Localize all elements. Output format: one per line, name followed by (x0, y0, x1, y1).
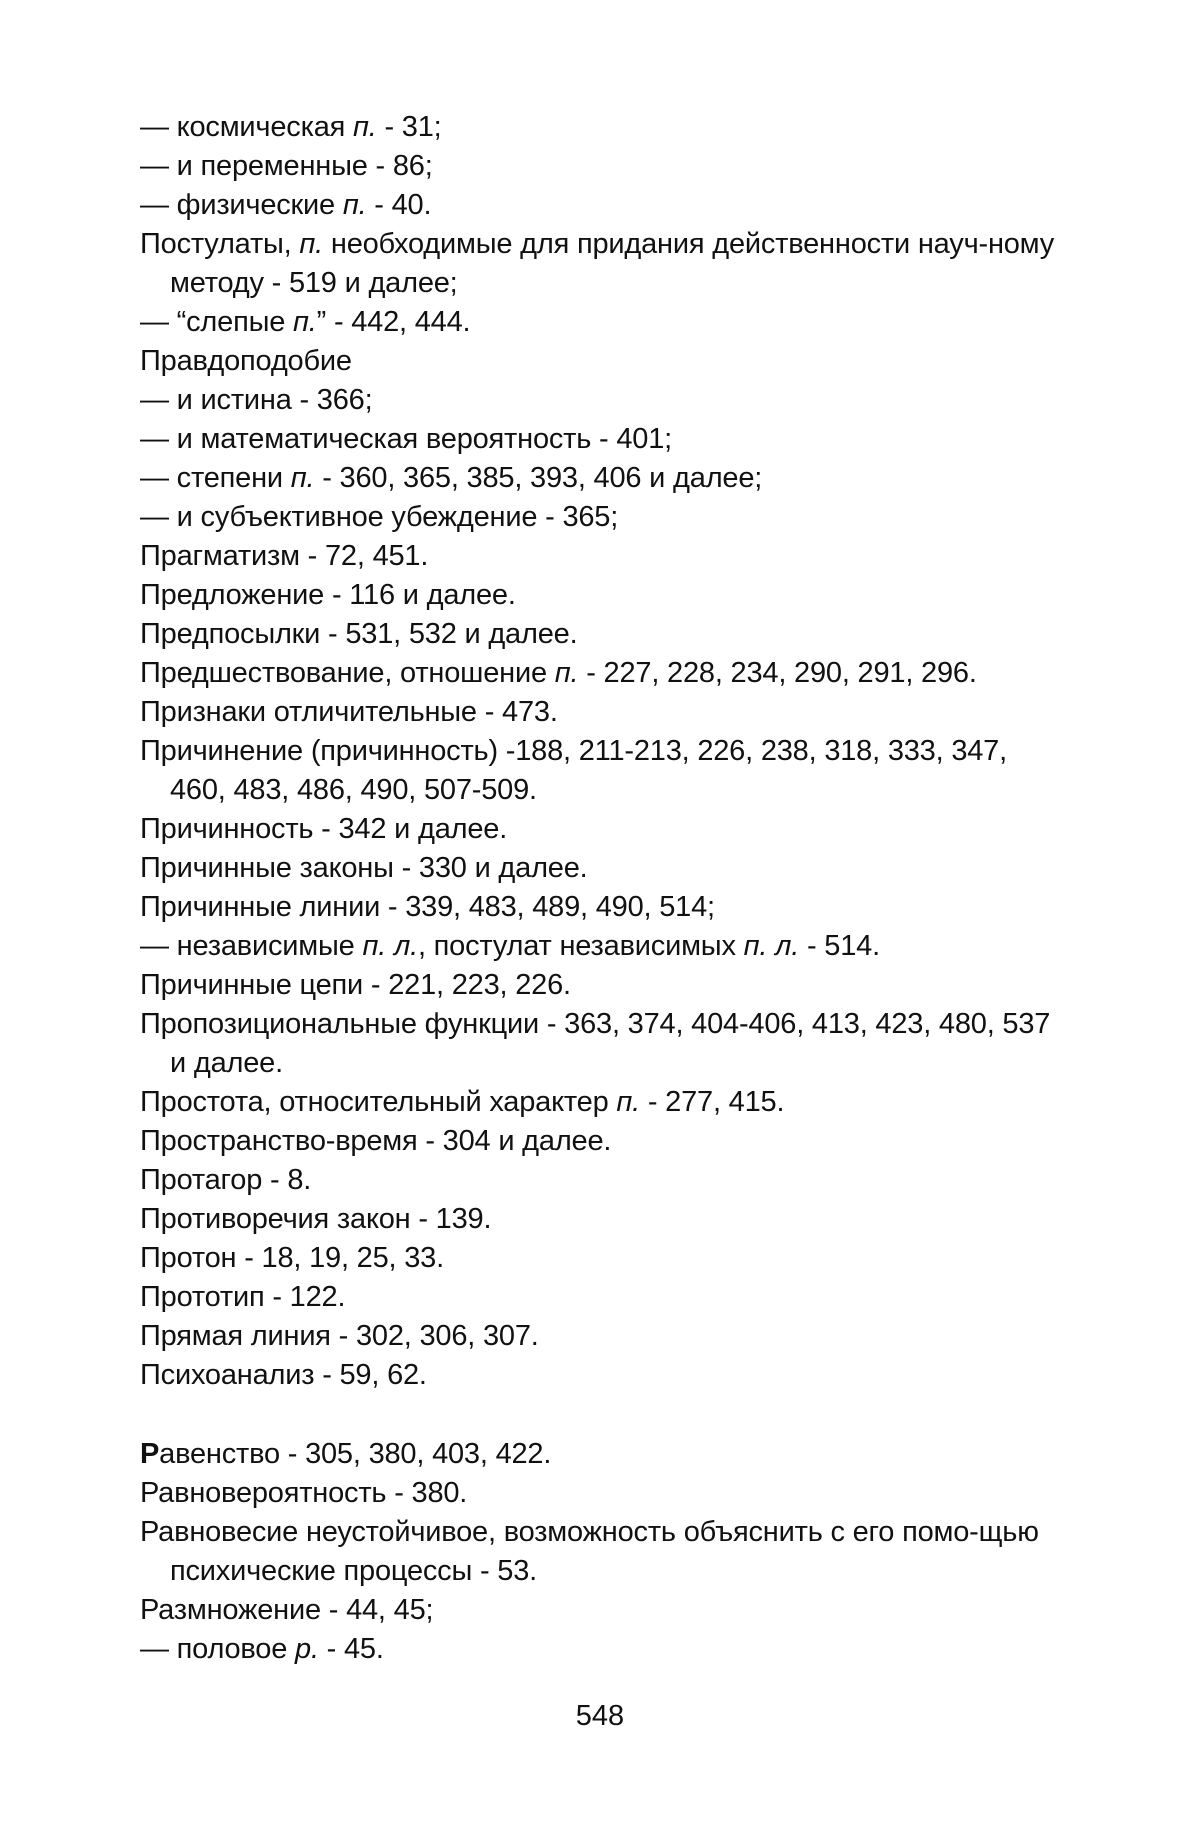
index-abbreviation: п. (299, 228, 324, 260)
index-entry-text: - 45. (318, 1633, 384, 1665)
index-entry-text: Причинность - 342 и далее. (140, 813, 508, 845)
index-entry (140, 693, 1060, 732)
index-entry-text: Предпосылки - 531, 532 и далее. (140, 618, 578, 650)
index-entry-text: — “слепые (140, 306, 293, 338)
index-entry-text: - 360, 365, 385, 393, 406 и далее; (314, 462, 763, 494)
index-abbreviation: п. (353, 111, 377, 143)
index-entry (140, 810, 1060, 849)
index-entry (140, 1005, 1060, 1083)
index-entry (140, 732, 1060, 810)
index-entry-text: Пространство-время - 304 и далее. (140, 1125, 612, 1157)
index-entry (140, 537, 1060, 576)
index-entry (140, 1278, 1060, 1317)
index-entry-text: - 514. (799, 930, 880, 962)
index-entry (140, 966, 1060, 1005)
index-entry (140, 420, 1060, 459)
index-entry-text: авенство - 305, 380, 403, 422. (159, 1438, 552, 1470)
index-entry-text: - 227, 228, 234, 290, 291, 296. (578, 657, 977, 689)
index-entry-text: - 31; (376, 111, 442, 143)
index-entry-text: — и математическая вероятность - 401; (140, 423, 672, 455)
index-entry (140, 225, 1060, 303)
index-entry-text: ” - 442, 444. (316, 306, 471, 338)
index-entry (140, 1161, 1060, 1200)
index-abbreviation: п. л. (743, 930, 800, 962)
index-entry-text: Прагматизм - 72, 451. (140, 540, 429, 572)
index-entry-text: Равновероятность - 380. (140, 1477, 468, 1509)
letter-section-gap (140, 1395, 1060, 1435)
index-entry (140, 1356, 1060, 1395)
index-entry (140, 1474, 1060, 1513)
index-abbreviation: п. л. (362, 930, 418, 962)
index-entry-text: необходимые для придания действенности науч-ному методу - 519 и далее; (170, 228, 1055, 299)
index-entry (140, 1239, 1060, 1278)
index-entry-text: Признаки отличительные - 473. (140, 696, 558, 728)
index-entry-text: - 40. (366, 189, 432, 221)
index-entry (140, 1083, 1060, 1122)
index-entry-text: Правдоподобие (140, 345, 352, 377)
index-entry-text: — физические (140, 189, 343, 221)
index-entry (140, 1317, 1060, 1356)
index-entry (140, 186, 1060, 225)
index-entry-text: — половое (140, 1633, 296, 1665)
index-entry-text: Противоречия закон - 139. (140, 1203, 492, 1235)
index-abbreviation: п. (554, 657, 579, 689)
index-entry-text: — и субъективное убеждение - 365; (140, 501, 619, 533)
index-entry (140, 1122, 1060, 1161)
index-entry-text: Предшествование, отношение (140, 657, 555, 689)
index-entry (140, 927, 1060, 966)
index-entry (140, 615, 1060, 654)
index-entry-text: Простота, относительный характер (140, 1086, 617, 1118)
index-letter-section (140, 108, 1060, 1395)
page-number: 548 (575, 1700, 625, 1732)
index-entry-text: Размножение - 44, 45; (140, 1594, 434, 1626)
index-entry-text: Постулаты, (140, 228, 300, 260)
index-entry-text: — космическая (140, 111, 353, 143)
index-entry (140, 342, 1060, 381)
index-entry (140, 498, 1060, 537)
index-entry-text: — и переменные - 86; (140, 150, 433, 182)
index-entry (140, 1630, 1060, 1669)
index-page-body (140, 108, 1060, 1669)
index-entry (140, 1513, 1060, 1591)
index-entry-text: Равновесие неустойчивое, возможность объяснить с его помо-щью психические процессы - 53. (140, 1516, 1039, 1587)
index-abbreviation: п. (290, 462, 315, 494)
index-entry (140, 459, 1060, 498)
index-abbreviation: п. (342, 189, 367, 221)
index-entry-text: Причинение (причинность) -188, 211-213, 226, 238, 318, 333, 347, 460, 483, 486, 490, 507-509. (140, 735, 1007, 806)
section-initial-letter: Р (140, 1438, 160, 1470)
index-entry (140, 654, 1060, 693)
index-entry (140, 849, 1060, 888)
index-entry-text: Протагор - 8. (140, 1164, 312, 1196)
index-entry-text: Причинные цепи - 221, 223, 226. (140, 969, 571, 1001)
index-entry-text: Прототип - 122. (140, 1281, 346, 1313)
index-entry-text: Прямая линия - 302, 306, 307. (140, 1320, 539, 1352)
index-entry-text: — степени (140, 462, 291, 494)
index-abbreviation: п. (616, 1086, 640, 1118)
index-entry (140, 1591, 1060, 1630)
index-entry-text: — независимые (140, 930, 363, 962)
index-entry-text: Пропозициональные функции - 363, 374, 404-406, 413, 423, 480, 537 и далее. (140, 1008, 1051, 1079)
index-entry (140, 381, 1060, 420)
index-entry-text: Протон - 18, 19, 25, 33. (140, 1242, 444, 1274)
index-abbreviation: п. (293, 306, 317, 338)
index-entry (140, 1435, 1060, 1474)
index-entry-text: — и истина - 366; (140, 384, 373, 416)
index-entry-text: , постулат независимых (417, 930, 744, 962)
index-entry (140, 1200, 1060, 1239)
index-entry (140, 147, 1060, 186)
index-entry-text: Причинные законы - 330 и далее. (140, 852, 588, 884)
index-abbreviation: р. (295, 1633, 319, 1665)
index-entry-text: Предложение - 116 и далее. (140, 579, 516, 611)
index-entry-text: Причинные линии - 339, 483, 489, 490, 514; (140, 891, 715, 923)
index-entry (140, 888, 1060, 927)
index-entry-text: - 277, 415. (640, 1086, 785, 1118)
index-entry (140, 303, 1060, 342)
index-letter-section (140, 1435, 1060, 1669)
index-entry (140, 108, 1060, 147)
index-entry-text: Психоанализ - 59, 62. (140, 1359, 427, 1391)
index-entry (140, 576, 1060, 615)
